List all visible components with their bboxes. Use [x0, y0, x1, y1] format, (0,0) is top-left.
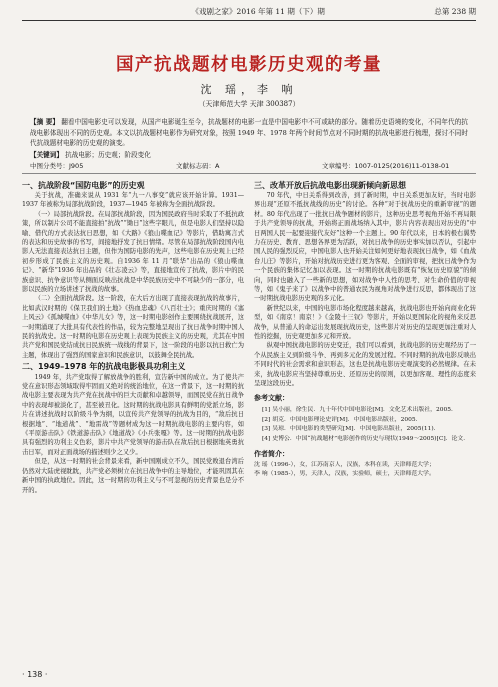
keywords-text: 抗战电影；历史观；阶段变化 [65, 150, 151, 159]
article-id: 文章编号：1007-0125(2016)11-0138-01 [322, 161, 450, 170]
divider [22, 173, 476, 174]
author-info-item: 沈 瑶（1996-），女，江苏南京人，汉族，本科在读，天津师范大学； [254, 462, 435, 469]
paragraph: 新世纪以来，中国的电影市场化程度越来越高，抗战电影也开始向商业化转型，如《南京！南京！》《金陵十三钗》等影片，开始以更国际化的视角来反思战争，从普通人的命运出发展现抗战历史，这些影片对历史的呈现更加注重对人性的挖掘，历史观更加多元和开放。 [254, 304, 476, 340]
body-columns [22, 179, 476, 495]
paragraph: 1949 年，共产党取得了解放战争的胜利，宣告新中国的成立。为了使共产党在意识形态领域取得牢固而又绝对的统治地位，在这一背景下，这一时期的抗战电影主要表现为共产党在抗战中的巨大贡献和卓越领导，而国民党在抗日战争中的表现却被淡化了，甚至被丑化。这时期的抗战电影具有鲜明的党派立场，影片在讲述抗战时以阶级斗争为纲，以宣传共产党领导的抗战为目的，“敌后抗日根据地”、“地道战”、“地雷战”等题材成为这一时期抗战电影的主要内容，如《平原游击队》《铁道游击队》《地道战》《小兵张嘎》等。这一时期的抗战电影具有强烈的功利主义色彩，影片中共产党领导的游击队在敌后抗日根据地英勇抗击日军，而对正面战场的描述则少之又少。 [22, 373, 244, 456]
paragraph: 但是，从这一时期的社会背景来看，新中国刚成立不久，国民党败退台湾后仍然对大陆虎视眈眈，共产党必须树立在抗日战争中的主导地位，才能巩固其在新中国的执政地位。因此，这一时期的功利主义与不可忽视的历史背景也是分不开的。 [22, 458, 244, 494]
abstract [30, 117, 468, 149]
right-column [254, 179, 476, 495]
paragraph: （一）局部抗战阶段。在局部抗战阶段，因为国民政府当时采取了不抵抗政策，所以制片公司不能直接拍“抗战”“锄日”这些字眼儿，但是电影人们坚持以隐喻、借代的方式表达抗日思想，如《大路》《狼山喋血记》等影片，借助寓言式的表达和历史故事的书写，间接地抒发了抗日情绪。尽管在局部抗战阶段国内电影人无法直接表达抗日主题，但作为国防电影的先声，这些电影在历史观上已经初步形成了民族主义的历史观。自1936 年 11 月“联华”出品的《狼山喋血记》、“新华”1936 年出品的《壮志凌云》等，直接地宣传了抗战，影片中的民族意识、抗争意识等从侧面反映出抗战是中华民族历史中不可缺少的一部分，电影以民族的立场讲述了抗战的故事。 [22, 210, 244, 293]
section-heading: 二、1949–1978 年的抗战电影极具功利主义 [22, 362, 186, 372]
abstract-text: 翻看中国电影史可以发现，从国产电影诞生至今，抗战题材的电影一直是中国电影中不可或缺的部分。随着历史语境的变化，不同年代的抗战电影体现出不同的历史观。本文以抗战题材电影作为研究对象，按照 1949 年、1978 年两个时间节点对不同时期的抗战电影进行梳理，探讨不同时代抗战题材电影的历史观的演变。 [30, 118, 468, 147]
keywords-label: 【关键词】 [30, 150, 63, 159]
affiliation: （天津师范大学 天津 300387） [198, 100, 300, 108]
reference-item: [3] 吴琼．中国电影的类型研究[M]．中国电影出版社，2005(11). [262, 426, 436, 433]
issue-total: 总第 238 期 [434, 7, 476, 16]
paragraph: （二）全面抗战阶段。这一阶段，在大后方出现了直接表现抗战的故事片，比如武汉时期的《保卫我们的土地》《热血忠魂》《八百壮士》；重庆时期的《塞上风云》《孤城喋血》《中华儿女》等，这一时期电影创作主要围绕抗战展开，这一时期涌现了大批具有代表性的作品，较为完整地呈现出了抗日战争时期中国人民的抗战史。这一时期的电影在历史观上表现为民族主义的历史观，尤其在中国共产党和国民党结成抗日民族统一战线的背景下，这一阶段的电影以抗日救亡为主题，体现出了强烈的国家意识和民族意识，以鼓舞全民抗战。 [22, 295, 244, 359]
paragraph: 纵观中国抗战电影的历史变迁，我们可以看到，抗战电影的历史观经历了一个从民族主义到阶级斗争、再到多元化的发展过程。不同时期的抗战电影反映出不同时代的社会需求和意识形态，这也是抗战电影历史观演变的必然规律。在未来，抗战电影应当坚持尊重历史、还原历史的原则，以更加客观、理性的态度来呈现这段历史。 [254, 342, 476, 388]
author-info-heading: 作者简介： [254, 450, 289, 459]
article-title: 国产抗战题材电影历史观的考量 [116, 55, 382, 75]
clc-number: 中图分类号：J905 [30, 161, 84, 170]
references-heading: 参考文献： [254, 394, 289, 403]
doc-code: 文献标志码：A [176, 161, 220, 170]
abstract-label: 【摘 要】 [30, 118, 60, 126]
page-number: · 138 · [22, 670, 48, 679]
reference-item: [1] 吴小丽，徐生民．九十年代中国电影论[M]．文化艺术出版社，2005. [262, 406, 453, 413]
keywords [30, 150, 468, 160]
paragraph: 关于抗战，准确来说从 1931 年“九一八事变”就应该开始计算。1931—1937 年被称为局部抗战阶段，1937—1945 年被称为全面抗战阶段。 [22, 191, 244, 209]
reference-item: [4] 史博公．中国“抗战题材”电影创作的历史与现状(1949～2005)[C]．论文． [262, 436, 470, 443]
article-meta [30, 161, 468, 170]
section-heading: 一、抗战阶段“国防电影”的历史观 [22, 180, 145, 190]
journal-name: 《戏剧之家》2016 年第 11 期（下）期 [191, 7, 325, 16]
section-heading: 三、改革开放后抗战电影出现新倾向新思想 [254, 180, 406, 190]
running-header [22, 6, 476, 21]
author-info-item: 李 响（1985-），男，天津人，汉族，实验师，硕士，天津师范大学。 [254, 471, 435, 478]
reference-item: [2] 胡克．中国电影理论史评[M]．中国电影出版社，2005. [262, 416, 418, 423]
paragraph: 70 年代，中日关系得到改善，到了新时期，中日关系更加友好，当时电影界出现“还原不抵抗战线的历史”的讨论。各种“对于抗战历史的重新审视”的题材。80 年代出现了一批抗日战争题材的影片，这种历史思考视角开始不再局限于共产党领导的抗战，开始将正面战场纳入其中，影片内容表现出对历史的“中日两国人民一起要迎接代友好”这种一个主题上。90 年代以来，日本的极右翼势力在历史、教育、思想各界更为活跃，对抗日战争的历史事实加以否认，引起中国人民的强烈反应，中国电影人也开始关注如何更好地表现抗日战争，如《血战台儿庄》等影片，开始对抗战历史进行更为客观、全面的审视，把抗日战争作为一个民族的集体记忆加以表现。这一时期的抗战电影既有“恢复历史原貌”的倾向，同时也融入了一些新的思想，如对战争中人性的思考、对生命价值的审视等，如《鬼子来了》以战争中的普通农民为视角对战争进行反思，都体现出了这一时期抗战电影历史观的多元化。 [254, 191, 476, 303]
authors: 沈 瑶，李 响 [200, 83, 298, 96]
left-column [22, 179, 244, 495]
